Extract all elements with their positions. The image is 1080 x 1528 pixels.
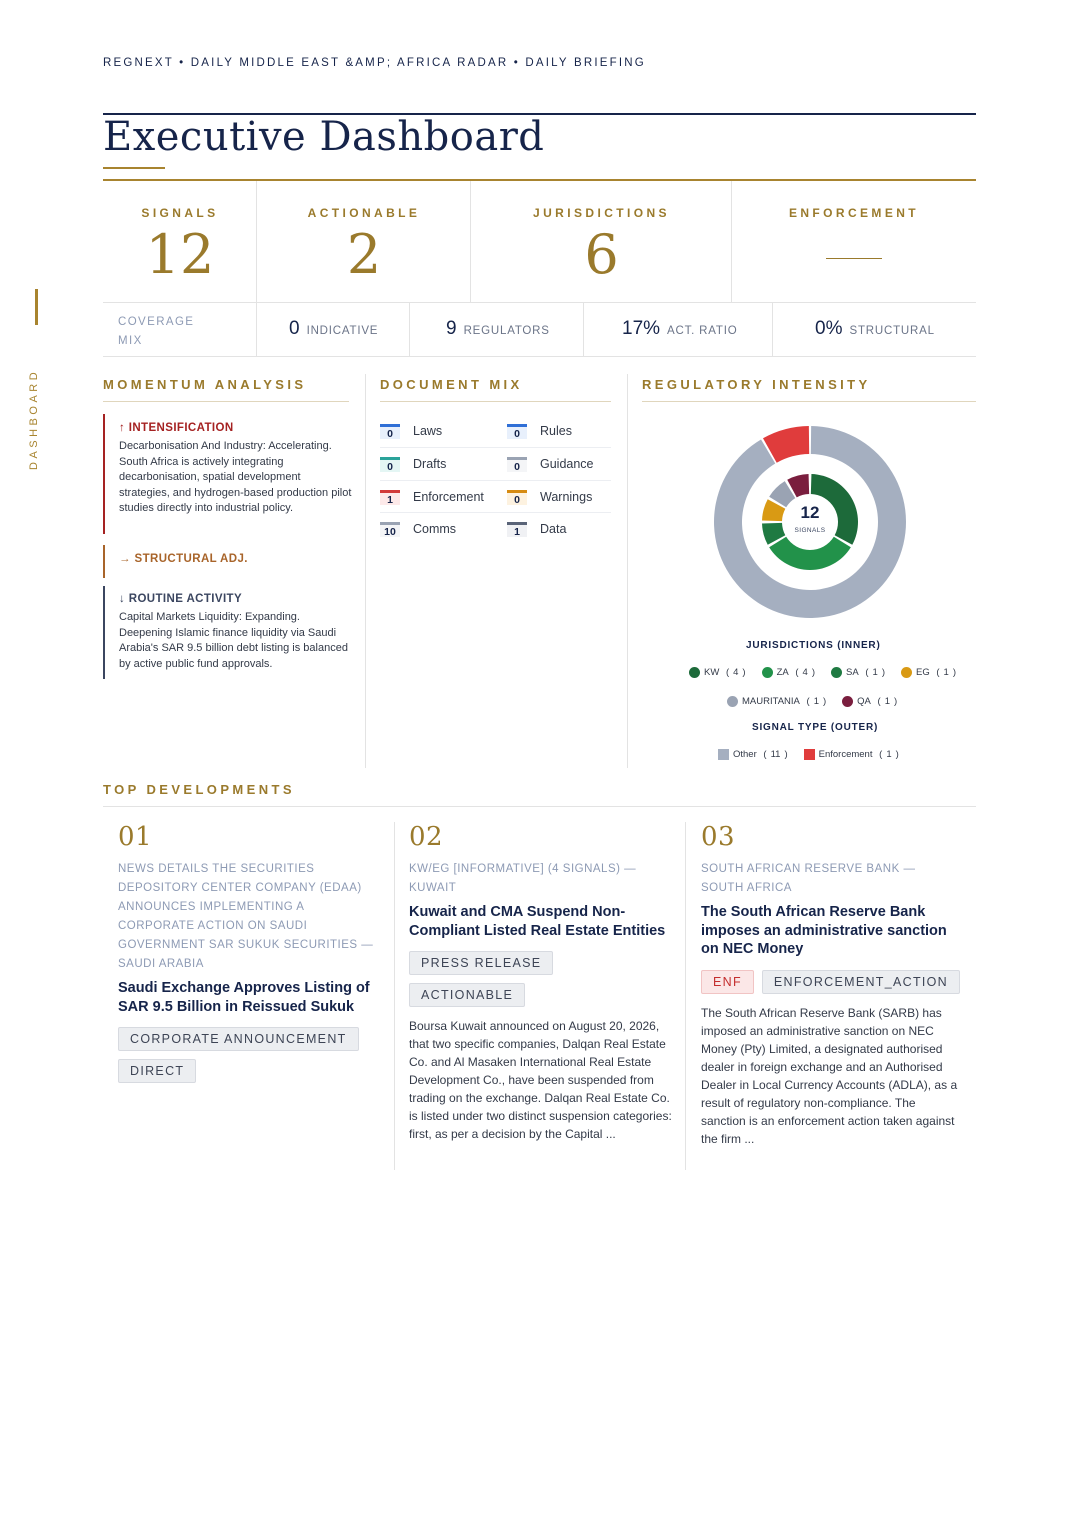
legend-value: 11	[770, 749, 781, 760]
tag-chip: CORPORATE ANNOUNCEMENT	[118, 1027, 359, 1051]
kpi-empty-dash	[826, 258, 882, 259]
legend-swatch	[804, 749, 815, 760]
legend-value: 1	[813, 696, 819, 707]
column-divider	[365, 374, 366, 768]
coverage-num: 9	[446, 318, 457, 339]
docmix-count: 0	[507, 457, 527, 472]
divider	[256, 181, 257, 357]
section-rule	[103, 806, 976, 807]
legend-swatch	[842, 696, 853, 707]
coverage-text: INDICATIVE	[306, 325, 379, 337]
development-number: 01	[118, 822, 153, 852]
legend-value: 4	[733, 667, 739, 678]
column-divider	[627, 374, 628, 768]
kpi-value: 2	[346, 223, 382, 286]
docmix-count: 0	[380, 424, 400, 439]
legend-outer-row	[718, 749, 899, 760]
kpi-enforcement	[732, 181, 976, 303]
outer-ring	[714, 426, 906, 618]
divider	[772, 303, 773, 357]
momentum-head: → STRUCTURAL ADJ.	[119, 553, 248, 565]
legend-swatch	[727, 696, 738, 707]
legend-item: Other ( 11 )	[718, 749, 788, 760]
legend-item: Enforcement ( 1 )	[804, 749, 899, 760]
docmix-label: Rules	[540, 424, 572, 438]
page-title: Executive Dashboard	[103, 114, 545, 160]
breadcrumb: REGNEXT • DAILY MIDDLE EAST &AMP; AFRICA RADAR • DAILY BRIEFING	[103, 57, 646, 69]
docmix-label: Enforcement	[413, 490, 484, 504]
docmix-count: 0	[507, 490, 527, 505]
legend-name: ZA	[776, 667, 789, 678]
legend-value: 1	[884, 696, 891, 707]
legend-title-inner: JURISDICTIONS (INNER)	[746, 640, 881, 651]
momentum-routine	[103, 586, 353, 679]
legend-value: 4	[802, 667, 808, 678]
legend-swatch	[689, 667, 700, 678]
momentum-head: ↓ ROUTINE ACTIVITY	[119, 593, 243, 605]
momentum-head: ↑ INTENSIFICATION	[119, 422, 234, 434]
development-headline[interactable]: Saudi Exchange Approves Listing of SAR 9.5 Billion in Reissued Sukuk	[118, 980, 370, 1015]
docmix-label: Comms	[413, 522, 457, 536]
legend-item: KW ( 4 )	[689, 667, 746, 678]
development-headline[interactable]: The South African Reserve Bank imposes an administrative sanction on NEC Money	[701, 904, 947, 957]
column-divider	[394, 822, 395, 1170]
tag-chip: ACTIONABLE	[409, 983, 525, 1007]
section-docmix: DOCUMENT MIX	[380, 377, 523, 392]
development-card-1	[118, 822, 383, 1083]
tag-chip-enf: ENF	[701, 970, 754, 994]
coverage-regulators	[446, 318, 550, 344]
legend-name: SA	[846, 667, 859, 678]
kpi-jurisdictions	[471, 181, 732, 303]
legend-inner-row-2	[727, 696, 897, 707]
development-tags	[701, 970, 961, 994]
coverage-text: REGULATORS	[463, 325, 550, 337]
divider	[380, 512, 611, 513]
development-card-2	[409, 822, 674, 1143]
legend-inner-row-1	[689, 667, 956, 678]
momentum-text: Decarbonisation And Industry: Accelerating. South Africa is actively integrating decarbonisation, spatial development strategies, and hydrogen-based production pilot studies directly into industrial policy.	[119, 440, 352, 514]
divider	[103, 356, 976, 357]
development-summary: Boursa Kuwait announced on August 20, 2026, that two specific companies, Dalqan Real Estate Co. and Al Masaken International Real Estate Development Co., have been suspended from trading on the exchange. Dalqan Real Estate Co. is listed under two distinct suspension categories: first, as per a decision by the Capital ...	[409, 1019, 672, 1141]
kpi-value: 12	[145, 223, 215, 286]
kpi-label: SIGNALS	[141, 206, 219, 220]
divider	[409, 303, 410, 357]
docmix-label: Data	[540, 522, 567, 536]
docmix-count: 1	[507, 522, 527, 537]
legend-item: ZA ( 4 )	[762, 667, 815, 678]
kpi-label: ACTIONABLE	[307, 206, 421, 220]
divider	[583, 303, 584, 357]
kpi-label: JURISDICTIONS	[533, 206, 670, 220]
docmix-count: 1	[380, 490, 400, 505]
coverage-text: STRUCTURAL	[849, 325, 935, 337]
divider	[103, 302, 976, 303]
tag-chip: PRESS RELEASE	[409, 951, 553, 975]
legend-swatch	[901, 667, 912, 678]
docmix-count: 10	[380, 522, 400, 537]
legend-item: SA ( 1 )	[831, 667, 885, 678]
kpi-label: ENFORCEMENT	[788, 206, 920, 220]
donut-center-label: SIGNALS	[794, 527, 826, 534]
section-rule	[380, 401, 611, 402]
docmix-label: Laws	[413, 424, 443, 438]
tag-chip: ENFORCEMENT_ACTION	[762, 970, 960, 994]
legend-item: MAURITANIA ( 1 )	[727, 696, 826, 707]
momentum-text: Capital Markets Liquidity: Expanding. Deepening Islamic finance liquidity via Saudi Arabia's SAR 9.5 billion debt listing is balanced by active public fund approvals.	[119, 611, 348, 670]
title-accent	[103, 167, 165, 169]
legend-name: KW	[704, 667, 720, 678]
coverage-label: COVERAGE MIX	[118, 316, 195, 347]
docmix-count: 0	[380, 457, 400, 472]
docmix-label: Drafts	[413, 457, 447, 471]
legend-value: 1	[886, 749, 892, 760]
legend-name: EG	[915, 667, 930, 678]
legend-name: Enforcement	[818, 749, 873, 760]
outer-slice-other	[714, 426, 906, 618]
inner-slice-za	[769, 537, 851, 570]
momentum-structural	[103, 545, 353, 578]
legend-name: Other	[733, 749, 757, 760]
divider	[470, 181, 471, 303]
docmix-label: Guidance	[540, 457, 594, 471]
inner-ring	[762, 474, 858, 570]
kpi-actionable	[257, 181, 471, 303]
divider	[380, 447, 611, 448]
development-meta: SOUTH AFRICAN RESERVE BANK — SOUTH AFRICA	[701, 863, 916, 894]
coverage-num: 0%	[815, 318, 843, 339]
development-number: 03	[701, 822, 736, 852]
development-tags	[409, 951, 559, 1007]
coverage-act-ratio	[622, 318, 737, 344]
legend-item: EG ( 1 )	[901, 667, 956, 678]
development-number: 02	[409, 822, 444, 852]
rail-accent-bar	[35, 289, 38, 325]
development-headline[interactable]: Kuwait and CMA Suspend Non-Compliant Listed Real Estate Entities	[409, 904, 666, 939]
coverage-indicative	[289, 318, 378, 344]
column-divider	[685, 822, 686, 1170]
development-summary: The South African Reserve Bank (SARB) has imposed an administrative sanction on NEC Money (Pty) Limited, a designated authorised dealer in foreign exchange and an Authorised Dealer in Local Currency Accounts (ADLA), as a result of regulatory non-compliance. The sanction is an enforcement action taken against the firm ...	[701, 1005, 958, 1146]
development-tags	[118, 1027, 383, 1083]
development-meta: KW/EG [INFORMATIVE] (4 SIGNALS) — KUWAIT	[409, 863, 637, 894]
section-rule	[103, 401, 349, 402]
coverage-text: ACT. RATIO	[667, 325, 738, 337]
section-intensity: REGULATORY INTENSITY	[642, 377, 871, 392]
section-momentum: MOMENTUM ANALYSIS	[103, 377, 307, 392]
section-developments: TOP DEVELOPMENTS	[103, 782, 295, 797]
divider	[731, 181, 732, 303]
intensity-donut-chart	[710, 422, 910, 622]
legend-value: 1	[943, 667, 949, 678]
rail-label: DASHBOARD	[28, 368, 40, 470]
section-rule	[642, 401, 976, 402]
legend-swatch	[718, 749, 729, 760]
docmix-count: 0	[507, 424, 527, 439]
kpi-signals	[103, 181, 257, 303]
kpi-value: 6	[584, 223, 619, 286]
legend-name: MAURITANIA	[742, 696, 800, 707]
docmix-label: Warnings	[540, 490, 593, 504]
legend-item: QA ( 1 )	[842, 696, 897, 707]
tag-chip: DIRECT	[118, 1059, 196, 1083]
legend-swatch	[762, 667, 773, 678]
momentum-intensification	[103, 414, 353, 534]
coverage-num: 17%	[622, 318, 661, 339]
divider	[380, 480, 611, 481]
coverage-structural	[815, 318, 935, 344]
legend-swatch	[831, 667, 842, 678]
legend-value: 1	[872, 667, 878, 678]
coverage-num: 0	[289, 318, 300, 339]
legend-title-outer: SIGNAL TYPE (OUTER)	[752, 722, 879, 733]
development-meta: NEWS DETAILS THE SECURITIES DEPOSITORY CENTER COMPANY (EDAA) ANNOUNCES IMPLEMENTING A CORPORATE ACTION ON SAUDI GOVERNMENT SAR SUKUK SECURITIES — SAUDI ARABIA	[118, 863, 374, 970]
development-card-3	[701, 822, 961, 1148]
donut-center-value: 12	[800, 503, 820, 522]
legend-name: QA	[857, 696, 871, 707]
